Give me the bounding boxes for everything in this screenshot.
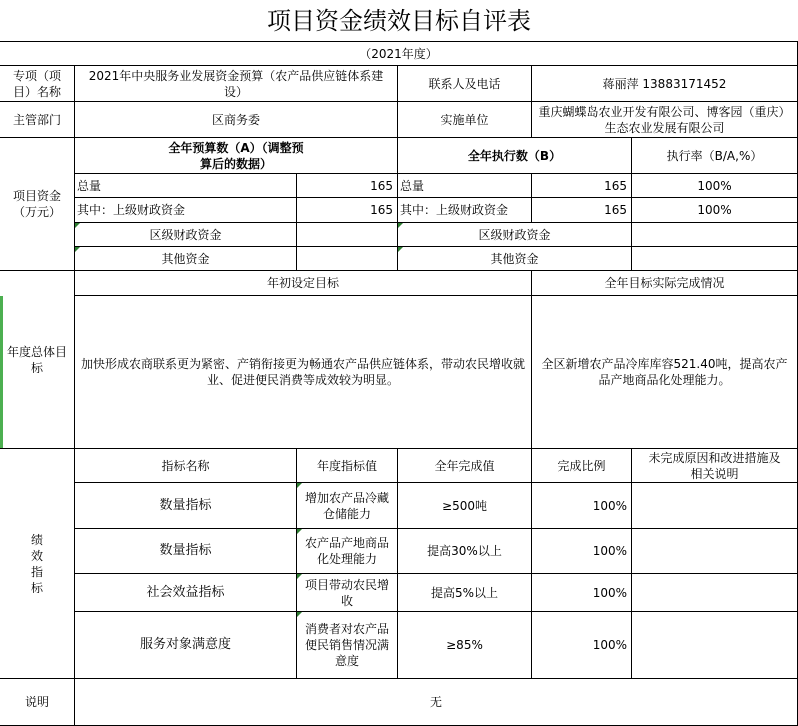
funds-row-budget: [297, 223, 398, 247]
perf-row-reason: [632, 529, 798, 574]
perf-row-ratio: 100%: [532, 574, 632, 612]
rate-header: 执行率（B/A,%）: [632, 138, 798, 174]
funds-label: 项目资金（万元）: [0, 138, 75, 271]
dept-value: 区商务委: [75, 102, 398, 138]
goals-label: 年度总体目标: [0, 271, 75, 449]
impl-label: 实施单位: [398, 102, 532, 138]
project-name-label: 专项（项目）名称: [0, 66, 75, 102]
perf-row-ratio: 100%: [532, 483, 632, 529]
funds-row-rate: [632, 223, 798, 247]
perf-row-name: 社会效益指标: [75, 574, 297, 612]
perf-label-char: 指: [30, 564, 43, 579]
budget-header: 全年预算数（A）（调整预算后的数据）: [75, 138, 398, 174]
perf-row-done: ≥500吨: [398, 483, 532, 529]
contact-label: 联系人及电话: [398, 66, 532, 102]
perf-row-ratio: 100%: [532, 612, 632, 679]
perf-row-name: 数量指标: [75, 529, 297, 574]
perf-label-char: 标: [30, 580, 43, 595]
impl-value: 重庆蝴蝶岛农业开发有限公司、博客园（重庆）生态农业发展有限公司: [532, 102, 798, 138]
perf-row-reason: [632, 483, 798, 529]
goals-set-text: 加快形成农商联系更为紧密、产销衔接更为畅通农产品供应链体系，带动农民增收就业、促进便民消费等成效较为明显。: [75, 296, 532, 449]
perf-row-annual: 农产品产地商品化处理能力: [297, 529, 398, 574]
sheet-title: 项目资金绩效目标自评表: [0, 0, 798, 42]
perf-label-char: 效: [30, 548, 43, 563]
funds-row-budget: 165: [297, 198, 398, 223]
funds-row-exec-name: 总量: [398, 174, 532, 198]
sheet-year: （2021年度）: [0, 42, 798, 66]
project-name-value: 2021年中央服务业发展资金预算（农产品供应链体系建设）: [75, 66, 398, 102]
perf-row-name: 数量指标: [75, 483, 297, 529]
contact-value: 蒋丽萍 13883171452: [532, 66, 798, 102]
goals-actual-text: 全区新增农产品冷库库容521.40吨，提高农产品产地商品化处理能力。: [532, 296, 798, 449]
funds-row-rate: 100%: [632, 174, 798, 198]
funds-row-rate: 100%: [632, 198, 798, 223]
funds-row-rate: [632, 247, 798, 271]
perf-row-done: 提高30%以上: [398, 529, 532, 574]
perf-header-reason: 未完成原因和改进措施及相关说明: [632, 449, 798, 483]
note-label: 说明: [0, 679, 75, 726]
perf-row-done: 提高5%以上: [398, 574, 532, 612]
perf-row-annual: 增加农产品冷藏仓储能力: [297, 483, 398, 529]
perf-row-annual: 项目带动农民增收: [297, 574, 398, 612]
funds-row-name: 区级财政资金: [75, 223, 297, 247]
perf-row-ratio: 100%: [532, 529, 632, 574]
funds-row-name: 总量: [75, 174, 297, 198]
perf-label: [0, 449, 75, 679]
perf-row-name: 服务对象满意度: [75, 612, 297, 679]
funds-row-exec-name: 区级财政资金: [398, 223, 632, 247]
note-value: 无: [75, 679, 798, 726]
perf-header-ratio: 完成比例: [532, 449, 632, 483]
perf-label-char: 绩: [30, 532, 43, 547]
perf-header-done: 全年完成值: [398, 449, 532, 483]
goals-actual-header: 全年目标实际完成情况: [532, 271, 798, 296]
perf-header-name: 指标名称: [75, 449, 297, 483]
funds-row-exec-name: 其他资金: [398, 247, 632, 271]
perf-header-annual: 年度指标值: [297, 449, 398, 483]
perf-row-annual: 消费者对农产品便民销售情况满意度: [297, 612, 398, 679]
exec-header: 全年执行数（B）: [398, 138, 632, 174]
perf-row-reason: [632, 574, 798, 612]
funds-row-budget: 165: [297, 174, 398, 198]
funds-row-exec: 165: [532, 174, 632, 198]
funds-row-name: 其中：上级财政资金: [75, 198, 297, 223]
funds-row-exec-name: 其中：上级财政资金: [398, 198, 532, 223]
perf-row-reason: [632, 612, 798, 679]
funds-row-budget: [297, 247, 398, 271]
funds-row-exec: 165: [532, 198, 632, 223]
goals-set-header: 年初设定目标: [75, 271, 532, 296]
dept-label: 主管部门: [0, 102, 75, 138]
perf-row-done: ≥85%: [398, 612, 532, 679]
funds-row-name: 其他资金: [75, 247, 297, 271]
